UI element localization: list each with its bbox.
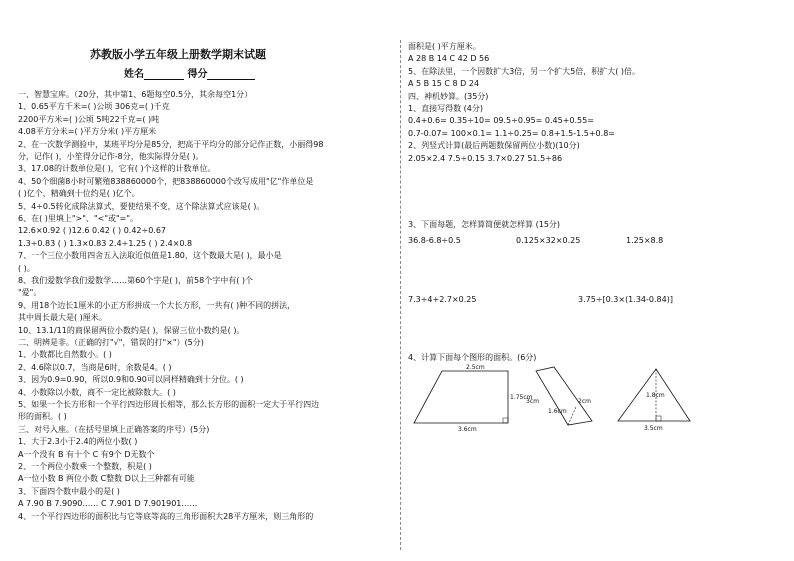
triangle-height-label: 1.8cm <box>646 392 665 399</box>
right-line-10: 2.05×2.4 7.5÷0.15 3.7×0.27 51.5÷86 <box>408 153 563 163</box>
right-line-9: 2、列竖式计算(最后两题数保留两位小数)(10分) <box>408 141 580 151</box>
trapezoid-height-label: 1.75cm <box>510 394 533 401</box>
trapezoid-bottom-label: 3.6cm <box>458 426 477 433</box>
right-line-4: A 5 B 15 C 8 D 24 <box>408 79 480 89</box>
area-figures <box>408 363 786 433</box>
left-line-29: 1、大于2.3小于2.4的两位小数( ) <box>18 437 138 447</box>
left-line-14: 7、一个三位小数用四舍五入法取近似值是1.80，这个数最大是( )，最小是 <box>18 251 282 261</box>
triangle-base-label: 3.5cm <box>644 425 663 432</box>
q4-heading: 4、计算下面每个图形的面积。(6分) <box>408 353 537 362</box>
column-divider <box>400 40 401 550</box>
parallelogram-height-line <box>568 407 576 425</box>
q3-expr-5: 3.75÷[0.3×(1.34-0.84)] <box>578 295 673 304</box>
right-line-8: 0.7-0.07= 100×0.1= 1.1÷0.25= 0.8+1.5-1.5+0.8= <box>408 128 615 138</box>
parallelogram-figure <box>526 367 592 425</box>
page-title: 苏教版小学五年级上册数学期末试题 <box>90 48 266 61</box>
left-line-31: 2、一个两位小数乘一个整数，积是( ) <box>18 462 152 471</box>
left-line-7: 3、17.08的计数单位是( )，它有( )个这样的计数单位。 <box>18 164 216 174</box>
left-line-1: 一、智慧宝库。（20分，其中第1、6题每空0.5分，其余每空1分） <box>18 90 253 99</box>
left-line-20: 10、13.1/11的商保留两位小数约是( )，保留三位小数约是( )。 <box>18 325 245 335</box>
left-line-4: 4.08平方分米=( )平方分米( )平方厘米 <box>18 127 157 137</box>
trapezoid-top-label: 2.5cm <box>466 364 485 371</box>
name-score-line <box>124 70 255 80</box>
left-line-33: 3、下面四个数中最小的是( ) <box>18 486 120 496</box>
parallelogram-shape <box>536 367 592 425</box>
left-line-21: 二、明辨是非。（正确的打"√"，错误的打"×"）(5分) <box>18 338 204 347</box>
triangle-right-angle <box>656 416 661 421</box>
left-line-8: 4、50个细菌8小时可繁殖838860000个，把838860000个改写成用"亿"作单位是 <box>18 176 314 186</box>
left-line-35: 4、一个平行四边形的面积比与它等底等高的三角形面积大28平方厘米，则三角形的 <box>18 511 314 521</box>
trapezoid-right-angle <box>503 418 508 423</box>
right-line-6: 1、直接写得数 (4分) <box>408 104 483 113</box>
left-line-9: ( )亿个，精确到十位约是( )亿个。 <box>18 189 140 199</box>
right-line-5: 四、神机妙算。(35分) <box>408 91 489 101</box>
left-line-30: A一个没有 B 有十个 C 有9个 D无数个 <box>18 449 155 459</box>
left-line-27: 形的面积。( ) <box>18 412 67 422</box>
left-line-6: 分，记作( )，小笙得分记作-8分，他实际得分是( )。 <box>18 152 204 161</box>
parallelogram-height-label: 1.6cm <box>548 408 567 415</box>
score-label: 得分 <box>187 69 208 80</box>
trapezoid-shape <box>414 371 508 423</box>
left-line-32: A一位小数 B 两位小数 C整数 D以上三种都有可能 <box>18 474 195 484</box>
right-line-1: 面积是( )平方厘米。 <box>408 42 481 51</box>
left-line-22: 1、小数都比自然数小。( ) <box>18 350 112 360</box>
left-line-13: 1.3÷0.83 ( ) 1.3×0.83 2.4÷1.25 ( ) 2.4×0.8 <box>18 238 193 248</box>
left-line-17: "爱"。 <box>18 288 42 298</box>
triangle-figure <box>618 369 690 432</box>
left-line-5: 2、在一次数学测验中，某班平均分是85分，把高于平均分的部分记作正数，小丽得98 <box>18 139 324 149</box>
left-line-3: 2200平方米=( )公顷 5吨22千克=( )吨 <box>18 114 160 124</box>
q3-expr-3: 1.25×8.8 <box>626 236 664 245</box>
trapezoid-figure <box>414 364 533 433</box>
left-line-23: 2、4.6除以0.7，当商是6时，余数是4。( ) <box>18 362 172 372</box>
parallelogram-base-label: 2cm <box>578 398 591 405</box>
left-line-10: 5、4÷0.5转化成除法算式，要使结果不变，这个除法算式应该是( )。 <box>18 201 265 211</box>
left-line-15: ( )。 <box>18 263 35 273</box>
right-line-2: A 28 B 14 C 42 D 56 <box>408 54 490 64</box>
name-blank[interactable] <box>144 70 184 80</box>
parallelogram-side-label: 3cm <box>526 398 539 405</box>
q3-expr-4: 7.3÷4+2.7×0.25 <box>408 295 477 304</box>
left-line-11: 6、在( )里填上">"、"<"或"="。 <box>18 214 139 223</box>
q3-expr-2: 0.125×32×0.25 <box>516 236 581 245</box>
left-line-24: 3、因为0.9=0.90，所以0.9和0.90可以同样精确到十分位。( ) <box>18 375 244 385</box>
name-label: 姓名 <box>124 69 144 80</box>
left-line-19: 其中周长最大是( )厘米。 <box>18 313 107 323</box>
q3-expr-1: 36.8-6.8÷0.5 <box>408 236 461 245</box>
left-line-26: 5、如果一个长方形和一个平行四边形周长相等，那么长方形的面积一定大于平行四边 <box>18 400 320 409</box>
left-line-12: 12.6×0.92 ( )12.6 0.42 ( ) 0.42÷0.67 <box>18 226 167 236</box>
left-line-25: 4、小数除以小数，商不一定比被除数大。( ) <box>18 387 176 397</box>
q3-heading: 3、下面每题，怎样算简便就怎样算 (15分) <box>408 220 561 229</box>
left-line-34: A 7.90 B 7.9090…… C 7.901 D 7.901901…… <box>18 499 198 509</box>
right-line-7: 0.4+0.6= 0.35÷10= 09.5÷0.95= 0.45+0.55= <box>408 116 594 126</box>
score-blank[interactable] <box>207 70 255 80</box>
left-line-16: 8、我们爱数学我们爱数学……第60个字是( )，前58个字中有( )个 <box>18 276 254 285</box>
left-line-28: 三、对号入座。（在括号里填上正确答案的序号）(5分) <box>18 424 210 434</box>
right-line-3: 5、在除法里，一个因数扩大3倍，另一个扩大5倍，积扩大( )倍。 <box>408 66 641 76</box>
left-line-2: 1、0.65平方千米=( )公顷 306克=( )千克 <box>18 102 170 112</box>
left-line-18: 9、用18个边长1厘米的小正方形拼成一个大长方形，一共有( )种不同的拼法， <box>18 300 296 310</box>
